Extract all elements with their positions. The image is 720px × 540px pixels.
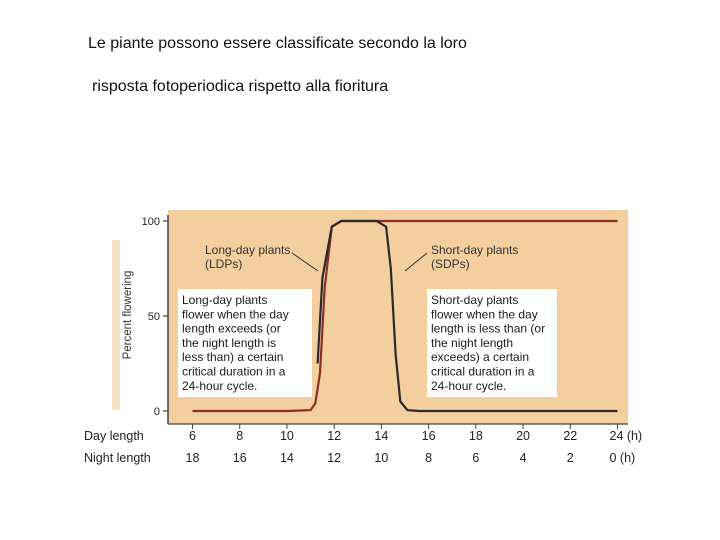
- x-tick-label: 14: [374, 429, 389, 443]
- slide-title-line-1: Le piante possono essere classificate secondo la loro: [88, 35, 467, 52]
- y-axis-label: Percent flowering: [122, 270, 134, 360]
- annotation-line: Long-day plants: [205, 243, 291, 257]
- x-tick-label: 4: [519, 451, 527, 465]
- x-tick-label: 10: [279, 429, 294, 443]
- description-line: 24-hour cycle.: [182, 378, 258, 393]
- y-tick-label: 50: [147, 311, 160, 323]
- x-tick-label: 16: [232, 451, 247, 465]
- x-tick-label: 18: [185, 451, 200, 465]
- x-tick-label: 0 (h): [609, 451, 636, 465]
- description-line: length exceeds (or: [182, 321, 281, 336]
- x-tick-label: 12: [327, 451, 342, 465]
- page-edge-strip: [112, 240, 120, 410]
- description-line: less than) a certain: [182, 350, 284, 365]
- y-tick-label: 0: [153, 406, 160, 418]
- x-tick-label: 20: [516, 429, 531, 443]
- x-tick-label: 18: [468, 429, 483, 443]
- slide-title-line-2: risposta fotoperiodica rispetto alla fioritura: [92, 78, 389, 95]
- x-tick-label: 22: [563, 429, 578, 443]
- x-axis-row-label: Night length: [84, 451, 151, 465]
- annotation-line: (SDPs): [431, 257, 470, 271]
- x-tick-label: 2: [566, 451, 574, 465]
- x-tick-label: 8: [425, 451, 433, 465]
- description-line: Short-day plants: [431, 293, 519, 307]
- description-line: the night length is: [182, 335, 277, 350]
- description-line: flower when the day: [182, 307, 289, 322]
- x-tick-label: 10: [374, 451, 389, 465]
- annotation-line: (LDPs): [205, 257, 243, 271]
- x-axis-row-label: Day length: [84, 429, 144, 443]
- x-tick-label: 12: [327, 429, 342, 443]
- x-tick-label: 24 (h): [609, 429, 643, 443]
- description-line: the night length: [431, 335, 514, 350]
- annotation-line: Short-day plants: [431, 243, 519, 257]
- description-line: 24-hour cycle.: [431, 378, 507, 393]
- x-tick-label: 6: [189, 429, 196, 443]
- y-tick-label: 100: [141, 216, 160, 228]
- description-line: critical duration in a: [431, 364, 535, 379]
- description-line: critical duration in a: [182, 364, 286, 379]
- x-tick-label: 6: [472, 451, 480, 465]
- description-line: exceeds) a certain: [431, 350, 530, 365]
- x-tick-label: 8: [236, 429, 244, 443]
- x-tick-label: 14: [279, 451, 294, 465]
- description-line: Long-day plants: [182, 293, 268, 307]
- description-line: flower when the day: [431, 307, 538, 322]
- x-tick-label: 16: [421, 429, 436, 443]
- description-line: length is less than (or: [431, 321, 546, 336]
